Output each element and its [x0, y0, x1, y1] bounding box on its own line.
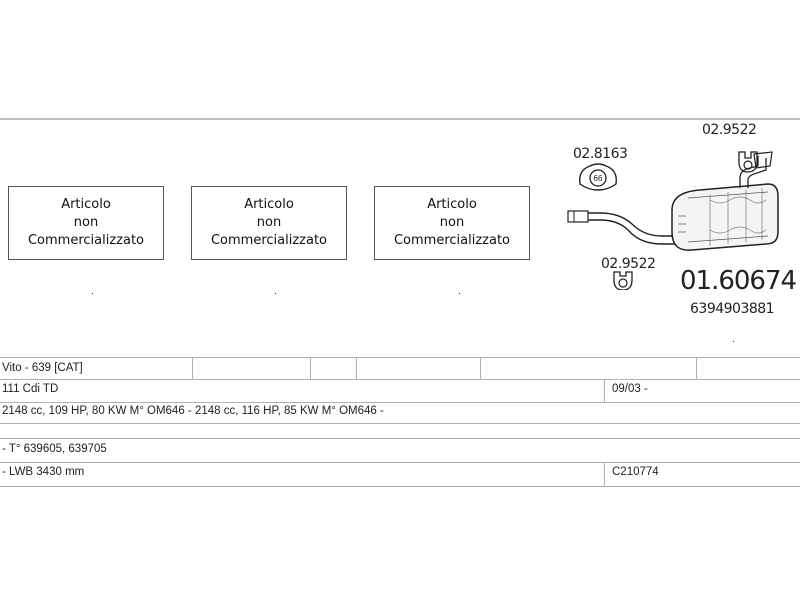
table-row-spacer [0, 424, 800, 438]
dot-marker: . [732, 334, 735, 345]
clamp-icon [614, 272, 632, 290]
model-cell: Vito - 639 [CAT] [2, 362, 83, 374]
not-available-panel [374, 186, 530, 260]
table-row [0, 462, 800, 487]
rubber-hanger-icon [580, 164, 617, 190]
panel-line: Articolo [61, 197, 111, 212]
panel-line: non [256, 215, 282, 230]
bottom-clamp-number: 02.9522 [601, 256, 656, 272]
specs-cell: 2148 cc, 109 HP, 80 KW M° OM646 - 2148 cc, 116 HP, 85 KW M° OM646 - [2, 405, 384, 417]
dot-marker: . [91, 286, 94, 297]
not-available-panel [191, 186, 347, 260]
muffler-icon [672, 152, 778, 250]
panel-line: Commercializzato [393, 233, 511, 248]
engine-cell: 111 Cdi TD [2, 383, 59, 395]
table-row [0, 403, 800, 424]
not-available-panel [8, 186, 164, 260]
table-row [0, 438, 800, 463]
panel-line: Commercializzato [27, 233, 145, 248]
wheelbase-cell: - LWB 3430 mm [2, 466, 85, 478]
dot-marker: . [458, 286, 461, 297]
type-cell: - T° 639605, 639705 [2, 443, 107, 455]
panel-line: Articolo [427, 197, 477, 212]
panel-line: non [439, 215, 465, 230]
hanger-size-label: 66 [593, 174, 603, 183]
panel-line: Articolo [244, 197, 294, 212]
oem-number: 6394903881 [690, 301, 775, 317]
exhaust-diagram [560, 120, 800, 290]
exhaust-pipe-icon [568, 211, 678, 244]
panel-line: non [73, 215, 99, 230]
dot-marker: . [274, 286, 277, 297]
code-cell: C210774 [612, 466, 659, 478]
top-clamp-number: 02.9522 [702, 122, 757, 138]
table-row [0, 357, 800, 380]
date-cell: 09/03 - [612, 383, 648, 395]
table-row [0, 379, 800, 403]
hanger-number: 02.8163 [573, 146, 628, 162]
main-part-number: 01.60674 [680, 266, 797, 296]
panel-line: Commercializzato [210, 233, 328, 248]
